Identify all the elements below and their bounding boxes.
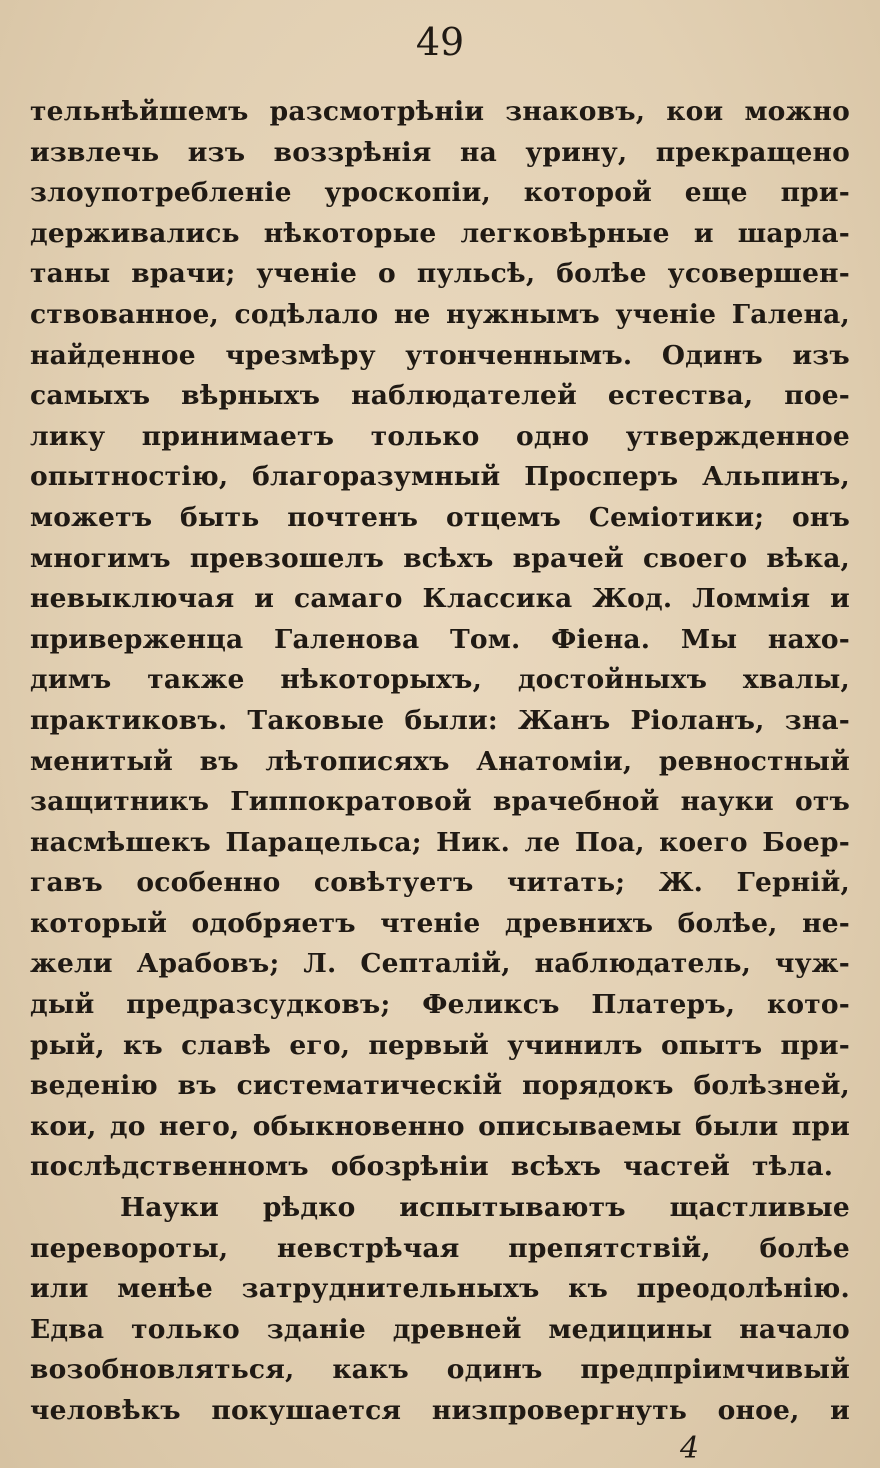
text-line: дый предразсудковъ; Феликсъ Платеръ, кото- — [30, 989, 850, 1021]
text-line: найденное чрезмѣру утонченнымъ. Одинъ изъ — [30, 339, 850, 371]
text-line: или менѣе затруднительныхъ къ преодолѣнію. — [30, 1273, 850, 1305]
text-line: димъ также нѣкоторыхъ, достойныхъ хвалы, — [30, 664, 850, 696]
text-line: можетъ быть почтенъ отцемъ Семіотики; онъ — [30, 501, 850, 533]
text-line: держивались нѣкоторые легковѣрные и шарла- — [30, 217, 850, 249]
page-number: 49 — [415, 20, 465, 64]
text-line: жели Арабовъ; Л. Септалій, наблюдатель, чуж- — [30, 948, 850, 980]
text-line: менитый въ лѣтописяхъ Анатоміи, ревностный — [30, 745, 850, 777]
text-line: возобновляться, какъ одинъ предпріимчивый — [30, 1354, 850, 1386]
text-line: злоупотребленіе уроскопіи, которой еще при- — [30, 177, 850, 209]
signature-mark: 4 — [680, 1431, 700, 1466]
text-line: человѣкъ покушается низпровергнуть оное, и — [30, 1395, 850, 1426]
text-line: таны врачи; ученіе о пульсѣ, болѣе усовершен- — [30, 258, 850, 290]
text-line: послѣдственномъ обозрѣніи всѣхъ частей тѣла. — [30, 1151, 834, 1183]
text-line: гавъ особенно совѣтуетъ читать; Ж. Герній, — [30, 867, 850, 899]
text-line: перевороты, невстрѣчая препятствій, болѣе — [30, 1232, 850, 1264]
text-line: самыхъ вѣрныхъ наблюдателей естества, пое- — [30, 380, 850, 412]
text-line: невыключая и самаго Классика Жод. Ломмія и — [30, 583, 850, 615]
text-line: защитникъ Гиппократовой врачебной науки отъ — [30, 786, 850, 818]
text-line: многимъ превзошелъ всѣхъ врачей своего вѣка, — [30, 542, 850, 574]
text-line: тельнѣйшемъ разсмотрѣніи знаковъ, кои можно — [30, 96, 850, 127]
text-line: рый, къ славѣ его, первый учинилъ опытъ при- — [30, 1029, 850, 1061]
text-line: насмѣшекъ Парацельса; Ник. ле Поа, коего Боер- — [30, 826, 850, 858]
body-text — [30, 92, 850, 1432]
text-line: ствованное, содѣлало не нужнымъ ученіе Галена, — [30, 298, 850, 330]
text-line: извлечь изъ воззрѣнія на урину, прекращено — [30, 136, 850, 168]
text-line: кои, до него, обыкновенно описываемы были при — [30, 1110, 850, 1142]
text-line: Едва только зданіе древней медицины начало — [30, 1313, 850, 1345]
text-line: который одобряетъ чтеніе древнихъ болѣе, не- — [30, 907, 850, 939]
text-line: веденію въ систематическій порядокъ болѣзней, — [30, 1070, 850, 1102]
text-line: лику принимаетъ только одно утвержденное — [30, 420, 850, 452]
text-line: Науки рѣдко испытываютъ щастливые — [120, 1192, 850, 1224]
text-line: приверженца Галенова Том. Фіена. Мы нахо- — [30, 623, 850, 655]
text-line: опытностію, благоразумный Проспeръ Альпинъ, — [30, 461, 850, 493]
text-line: практиковъ. Таковые были: Жанъ Ріоланъ, зна- — [30, 704, 850, 736]
